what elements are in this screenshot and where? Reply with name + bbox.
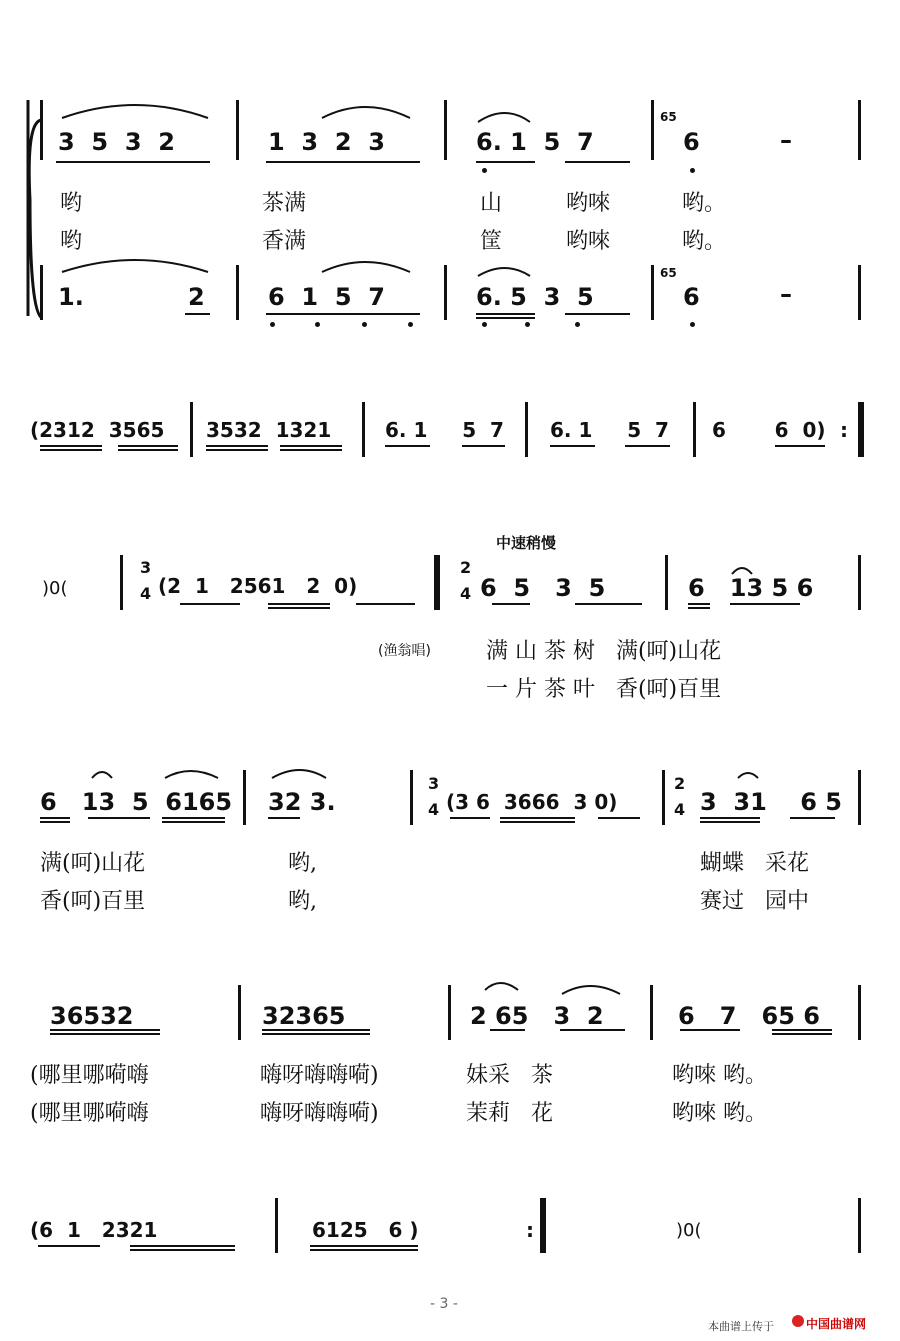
barline [858, 100, 861, 160]
lyric-s5-1b: 嗨呀嗨嗨嗬) [260, 1063, 379, 1088]
notes-m2-lower: 6 1 5 7 [268, 283, 385, 311]
notes-s2-m4: 6. 1 5 7 [550, 418, 669, 442]
lyric-s5-2a: (哪里哪嗬嗨 [30, 1101, 149, 1126]
barline [662, 770, 665, 825]
ts2-bottom: 4 [674, 800, 686, 819]
octave-dot [270, 322, 275, 327]
barline [651, 100, 654, 160]
final-barline [858, 402, 864, 457]
notes-s3-m3: 6 13 5 6 [688, 574, 814, 602]
lyric-1-2: 茶满 [262, 191, 307, 216]
octave-dot [482, 168, 487, 173]
notes-s4-m1: 6 13 5 6165 [40, 788, 233, 816]
notes-s2-m3: 6. 1 5 7 [385, 418, 504, 442]
notes-s2-m1: (2312 3565 [30, 418, 165, 442]
ts2-top: 2 [674, 774, 686, 793]
notes-m1-lower-b: 2 [188, 283, 205, 311]
lyric-s5-1d: 哟唻 哟。 [672, 1063, 767, 1088]
barline [120, 555, 123, 610]
barline [858, 555, 861, 610]
notes-m4-lower: 6 [683, 283, 700, 311]
lyric-1-5: 哟。 [682, 191, 727, 216]
notes-s6-m2: 6125 6 ) [312, 1218, 419, 1242]
barline [858, 1198, 861, 1253]
ts2-top: 2 [460, 558, 472, 577]
barline [444, 100, 447, 160]
barline [665, 555, 668, 610]
barline [858, 985, 861, 1040]
barline [651, 265, 654, 320]
barline [525, 402, 528, 457]
ts-top: 3 [428, 774, 440, 793]
lyric-s3-2: 一 片 茶 叶 香(呵)百里 [486, 677, 722, 702]
ts1-top: 3 [140, 558, 152, 577]
notes-s4-m3: (3 6 3666 3 0) [446, 790, 618, 814]
notes-m4-upper: 6 [683, 128, 700, 156]
upload-text: 本曲谱上传于 [708, 1320, 774, 1333]
grace-notes: 65 [660, 266, 677, 280]
lyric-s5-2c: 茉莉 花 [466, 1101, 553, 1126]
barline [650, 985, 653, 1040]
repeat-barline [540, 1198, 546, 1253]
octave-dot [690, 168, 695, 173]
lyric-1-4: 哟唻 [566, 191, 611, 216]
lyric-s3-1: 满 山 茶 树 满(呵)山花 [486, 639, 722, 664]
octave-dot [575, 322, 580, 327]
tempo-marking: 中速稍慢 [496, 534, 557, 552]
lyric-1-1: 哟 [60, 191, 83, 216]
lyric-1-3: 山 [480, 191, 503, 216]
notes-m3-lower: 6. 5 3 5 [476, 283, 594, 311]
lyric-s5-1a: (哪里哪嗬嗨 [30, 1063, 149, 1088]
barline [40, 265, 43, 320]
page-number: - 3 - [430, 1296, 458, 1312]
lyric-s4-1b: 哟, [288, 851, 317, 876]
notes-s5-m3: 2 65 3 2 [470, 1002, 604, 1030]
notes-s5-m2: 32365 [262, 1002, 346, 1030]
barline [236, 265, 239, 320]
lyric-s4-2c: 赛过 园中 [700, 889, 809, 914]
barline [858, 770, 861, 825]
barline [236, 100, 239, 160]
repeat-barline [434, 555, 440, 610]
lyric-s5-2b: 嗨呀嗨嗨嗬) [260, 1101, 379, 1126]
notes-m1-upper: 3 5 3 2 [58, 128, 175, 156]
notes-m2-upper: 1 3 2 3 [268, 128, 385, 156]
barline [275, 1198, 278, 1253]
barline [190, 402, 193, 457]
barline [444, 265, 447, 320]
lyric-s5-1c: 妹采 茶 [466, 1063, 553, 1088]
barline [362, 402, 365, 457]
notes-s3-m1: (2 1 2561 2 0) [158, 574, 358, 598]
barline [410, 770, 413, 825]
lyric-s4-2a: 香(呵)百里 [40, 889, 146, 914]
barline [40, 100, 43, 160]
octave-dot [315, 322, 320, 327]
lyric-2-5: 哟。 [682, 229, 727, 254]
singer-label: (渔翁唱) [378, 643, 431, 659]
barline [448, 985, 451, 1040]
suffix: )0( [676, 1220, 702, 1241]
notes-s5-m4: 6 7 65 6 [678, 1002, 820, 1030]
lyric-2-1: 哟 [60, 229, 83, 254]
ts1-bottom: 4 [140, 584, 152, 603]
ts-bottom: 4 [428, 800, 440, 819]
notes-s5-m1: 36532 [50, 1002, 134, 1030]
octave-dot [690, 322, 695, 327]
lyric-s4-1c: 蝴蝶 采花 [700, 851, 809, 876]
notes-s4-m2: 32 3. [268, 788, 336, 816]
grace-notes: 65 [660, 110, 677, 124]
lyric-s4-1a: 满(呵)山花 [40, 851, 146, 876]
ts2-bottom: 4 [460, 584, 472, 603]
octave-dot [482, 322, 487, 327]
notes-s3-m2: 6 5 3 5 [480, 574, 606, 602]
site-logo-icon [792, 1315, 804, 1327]
repeat-sign: : [526, 1218, 534, 1242]
octave-dot [525, 322, 530, 327]
lyric-2-3: 筐 [480, 229, 503, 254]
dash: – [780, 126, 792, 154]
lyric-s5-2d: 哟唻 哟。 [672, 1101, 767, 1126]
lyric-2-2: 香满 [262, 229, 307, 254]
notes-s6-m1: (6 1 2321 [30, 1218, 158, 1242]
prefix: )0( [42, 578, 68, 599]
lyric-s4-2b: 哟, [288, 889, 317, 914]
notes-m1-lower-a: 1. [58, 283, 84, 311]
notes-s4-m4: 3 31 6 5 [700, 788, 842, 816]
repeat-sign: : [840, 418, 848, 442]
octave-dot [408, 322, 413, 327]
notes-m3-upper: 6. 1 5 7 [476, 128, 594, 156]
dash: – [780, 280, 792, 308]
barline [238, 985, 241, 1040]
notes-s2-m5: 6 6 0) [712, 418, 826, 442]
barline [243, 770, 246, 825]
lyric-2-4: 哟唻 [566, 229, 611, 254]
barline [693, 402, 696, 457]
site-name[interactable]: 中国曲谱网 [806, 1317, 867, 1331]
notes-s2-m2: 3532 1321 [206, 418, 332, 442]
barline [858, 265, 861, 320]
octave-dot [362, 322, 367, 327]
